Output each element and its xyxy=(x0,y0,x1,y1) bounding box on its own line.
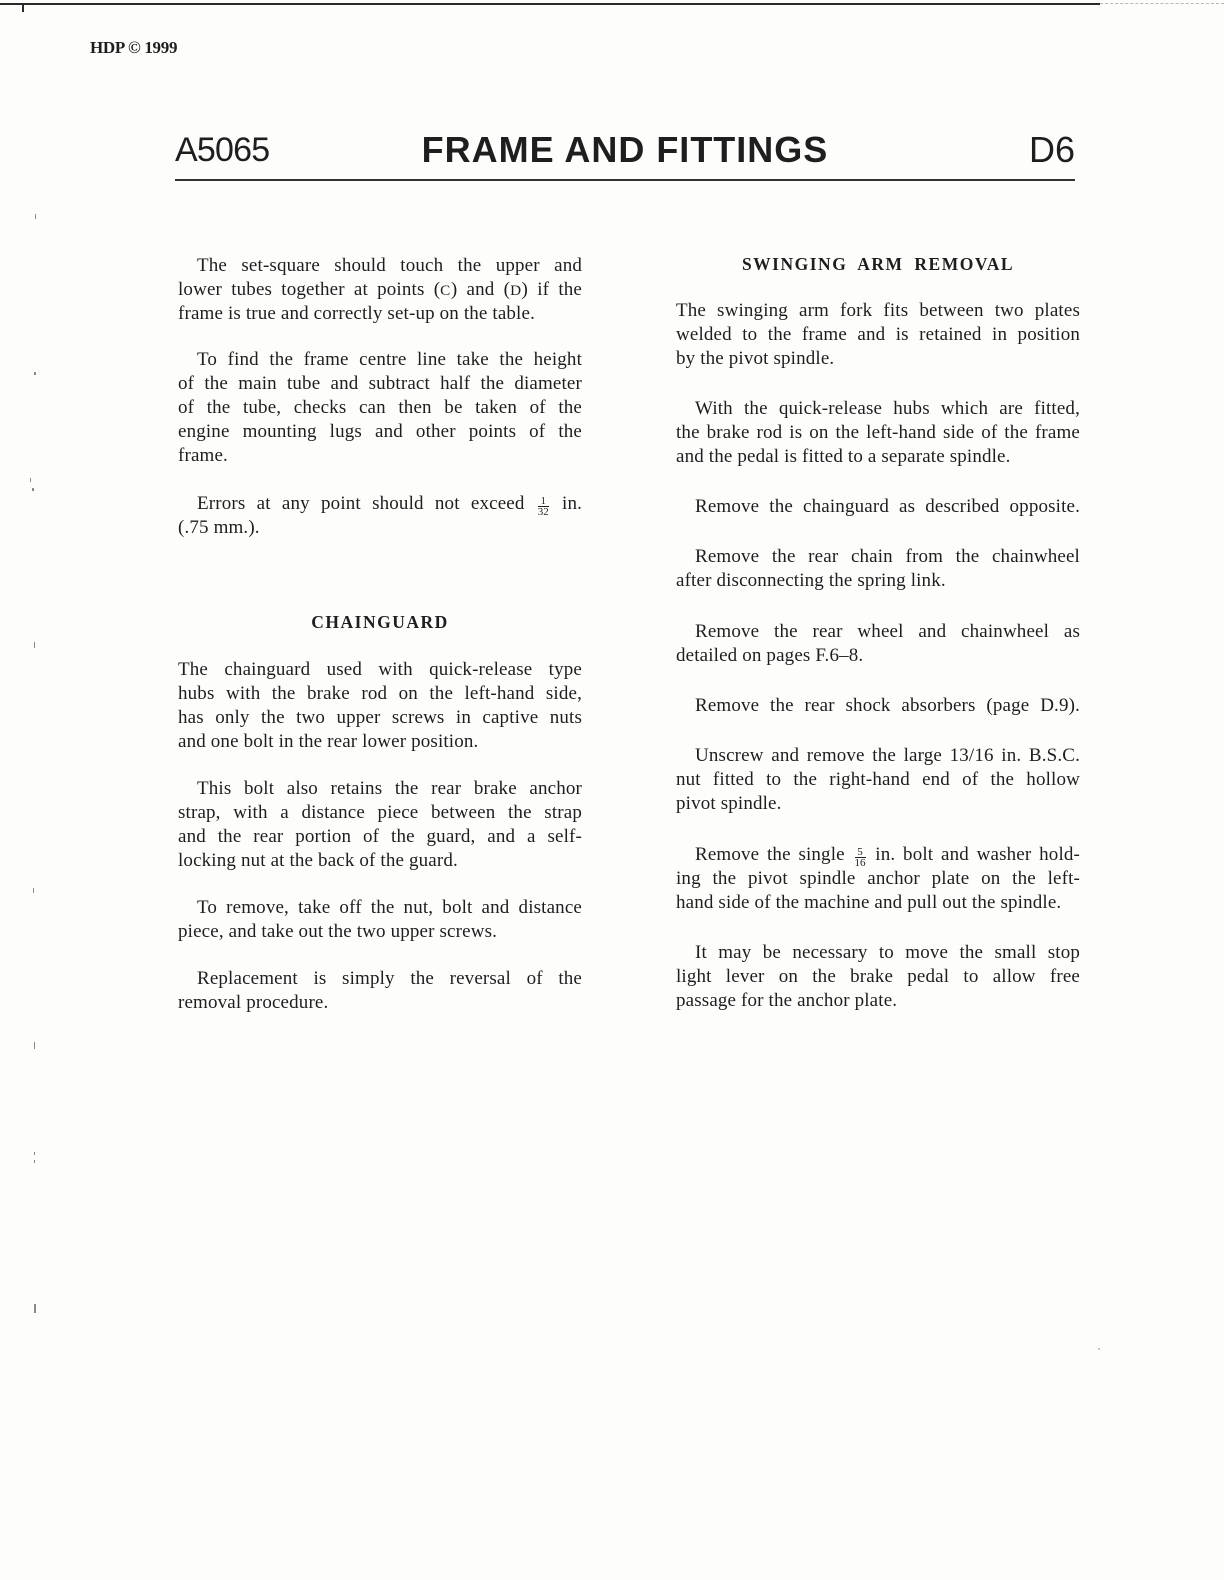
paragraph xyxy=(676,694,1080,718)
fraction-numerator: 1 xyxy=(538,496,549,507)
scan-speck xyxy=(33,888,34,893)
small-caps-letter: D xyxy=(510,282,522,299)
scan-speck xyxy=(34,1304,36,1313)
text-line: hubs with the brake rod on the left-hand side, xyxy=(178,683,582,704)
text-segment: ) if the xyxy=(521,279,582,300)
text-line: ing the pivot spindle anchor plate on the left- xyxy=(676,868,1080,889)
paragraph xyxy=(676,620,1080,668)
scan-speck xyxy=(34,1152,35,1155)
paragraph xyxy=(676,941,1080,1013)
text-line: It may be necessary to move the small stop xyxy=(695,942,1080,963)
text-line: has only the two upper screws in captive nuts xyxy=(178,707,582,728)
text-line: strap, with a distance piece between the strap xyxy=(178,802,582,823)
text-line: engine mounting lugs and other points of the xyxy=(178,421,582,442)
paragraph xyxy=(178,348,582,468)
text-line: frame. xyxy=(178,445,228,466)
copyright-stamp: HDP © 1999 xyxy=(90,38,178,57)
text-line: Remove the rear shock absorbers (page D.9). xyxy=(695,695,1080,716)
text-line: after disconnecting the spring link. xyxy=(676,570,946,591)
text-line: With the quick-release hubs which are fitted, xyxy=(695,398,1080,419)
text-line: by the pivot spindle. xyxy=(676,348,835,369)
text-line: Remove the rear wheel and chainwheel as xyxy=(695,621,1080,642)
text-segment: in. bolt and washer hold- xyxy=(867,844,1080,865)
text-line: piece, and take out the two upper screws. xyxy=(178,921,498,942)
scan-speck xyxy=(35,214,36,219)
text-line: The set-square should touch the upper and xyxy=(197,255,582,276)
paragraph xyxy=(676,744,1080,816)
paragraph xyxy=(178,896,582,944)
text-line: To find the frame centre line take the height xyxy=(197,349,582,370)
fraction-denominator: 16 xyxy=(854,857,866,869)
paragraph xyxy=(676,843,1080,915)
text-line: the brake rod is on the left-hand side of the frame xyxy=(676,422,1080,443)
page-title: FRAME AND FITTINGS xyxy=(421,129,829,170)
fraction xyxy=(855,847,866,868)
fraction xyxy=(538,496,549,517)
text-line: Replacement is simply the reversal of the xyxy=(197,968,582,989)
text-line: To remove, take off the nut, bolt and distance xyxy=(197,897,582,918)
paragraph xyxy=(178,967,582,1015)
text-line: and the pedal is fitted to a separate spindle. xyxy=(676,446,1011,467)
scan-speck xyxy=(34,1042,35,1049)
scan-speck xyxy=(34,1160,35,1163)
section-number: D6 xyxy=(1028,129,1075,170)
fraction-denominator: 32 xyxy=(537,506,549,518)
fraction-numerator: 5 xyxy=(855,847,866,858)
scan-speck xyxy=(34,372,36,375)
paragraph xyxy=(178,492,582,540)
left-column xyxy=(178,0,582,1100)
right-column xyxy=(676,0,1080,1100)
text-line: removal procedure. xyxy=(178,992,329,1013)
section-heading: SWINGING ARM REMOVAL xyxy=(741,254,1015,274)
scan-speck xyxy=(1098,1348,1100,1350)
text-segment: Errors at any point should not exceed xyxy=(197,493,536,514)
paragraph xyxy=(676,545,1080,593)
paragraph xyxy=(676,495,1080,519)
scan-speck xyxy=(30,478,31,482)
text-line: hand side of the machine and pull out the spindle. xyxy=(676,892,1062,913)
text-line: locking nut at the back of the guard. xyxy=(178,850,458,871)
paragraph xyxy=(676,397,1080,469)
text-line: of the main tube and subtract half the diameter xyxy=(178,373,582,394)
paragraph xyxy=(676,299,1080,371)
text-line: nut fitted to the right-hand end of the hollow xyxy=(676,769,1080,790)
text-line: welded to the frame and is retained in position xyxy=(676,324,1080,345)
paragraph xyxy=(178,254,582,326)
text-line: detailed on pages F.6–8. xyxy=(676,645,864,666)
text-line xyxy=(676,843,1080,867)
small-caps-letter: C xyxy=(440,282,451,299)
section-heading: CHAINGUARD xyxy=(311,612,449,632)
text-line: light lever on the brake pedal to allow free xyxy=(676,966,1080,987)
text-line xyxy=(178,278,582,302)
text-line: The chainguard used with quick-release type xyxy=(178,659,582,680)
text-line: (.75 mm.). xyxy=(178,517,260,538)
text-line: This bolt also retains the rear brake anchor xyxy=(197,778,582,799)
text-line: The swinging arm fork fits between two plates xyxy=(676,300,1080,321)
scan-speck xyxy=(32,488,34,491)
text-line: and the rear portion of the guard, and a self- xyxy=(178,826,582,847)
text-line: and one bolt in the rear lower position. xyxy=(178,731,479,752)
text-segment: in. xyxy=(550,493,582,514)
scan-top-edge-tick xyxy=(22,3,24,12)
text-line: pivot spindle. xyxy=(676,793,782,814)
text-line xyxy=(178,492,582,516)
text-line: Remove the chainguard as described opposite. xyxy=(695,496,1080,517)
text-line: Unscrew and remove the large 13/16 in. B.S.C. xyxy=(695,745,1080,766)
scan-top-edge-faint xyxy=(1100,3,1224,4)
text-line: Remove the rear chain from the chainwheel xyxy=(695,546,1080,567)
text-segment: Remove the single xyxy=(695,844,853,865)
text-line: of the tube, checks can then be taken of the xyxy=(178,397,582,418)
text-line: frame is true and correctly set-up on the table. xyxy=(178,303,535,324)
paragraph xyxy=(178,658,582,754)
text-line: passage for the anchor plate. xyxy=(676,990,898,1011)
scan-speck xyxy=(34,642,35,648)
document-code: A5065 xyxy=(175,131,270,169)
text-segment: ) and ( xyxy=(450,279,511,300)
text-segment: lower tubes together at points ( xyxy=(178,279,441,300)
paragraph xyxy=(178,777,582,873)
